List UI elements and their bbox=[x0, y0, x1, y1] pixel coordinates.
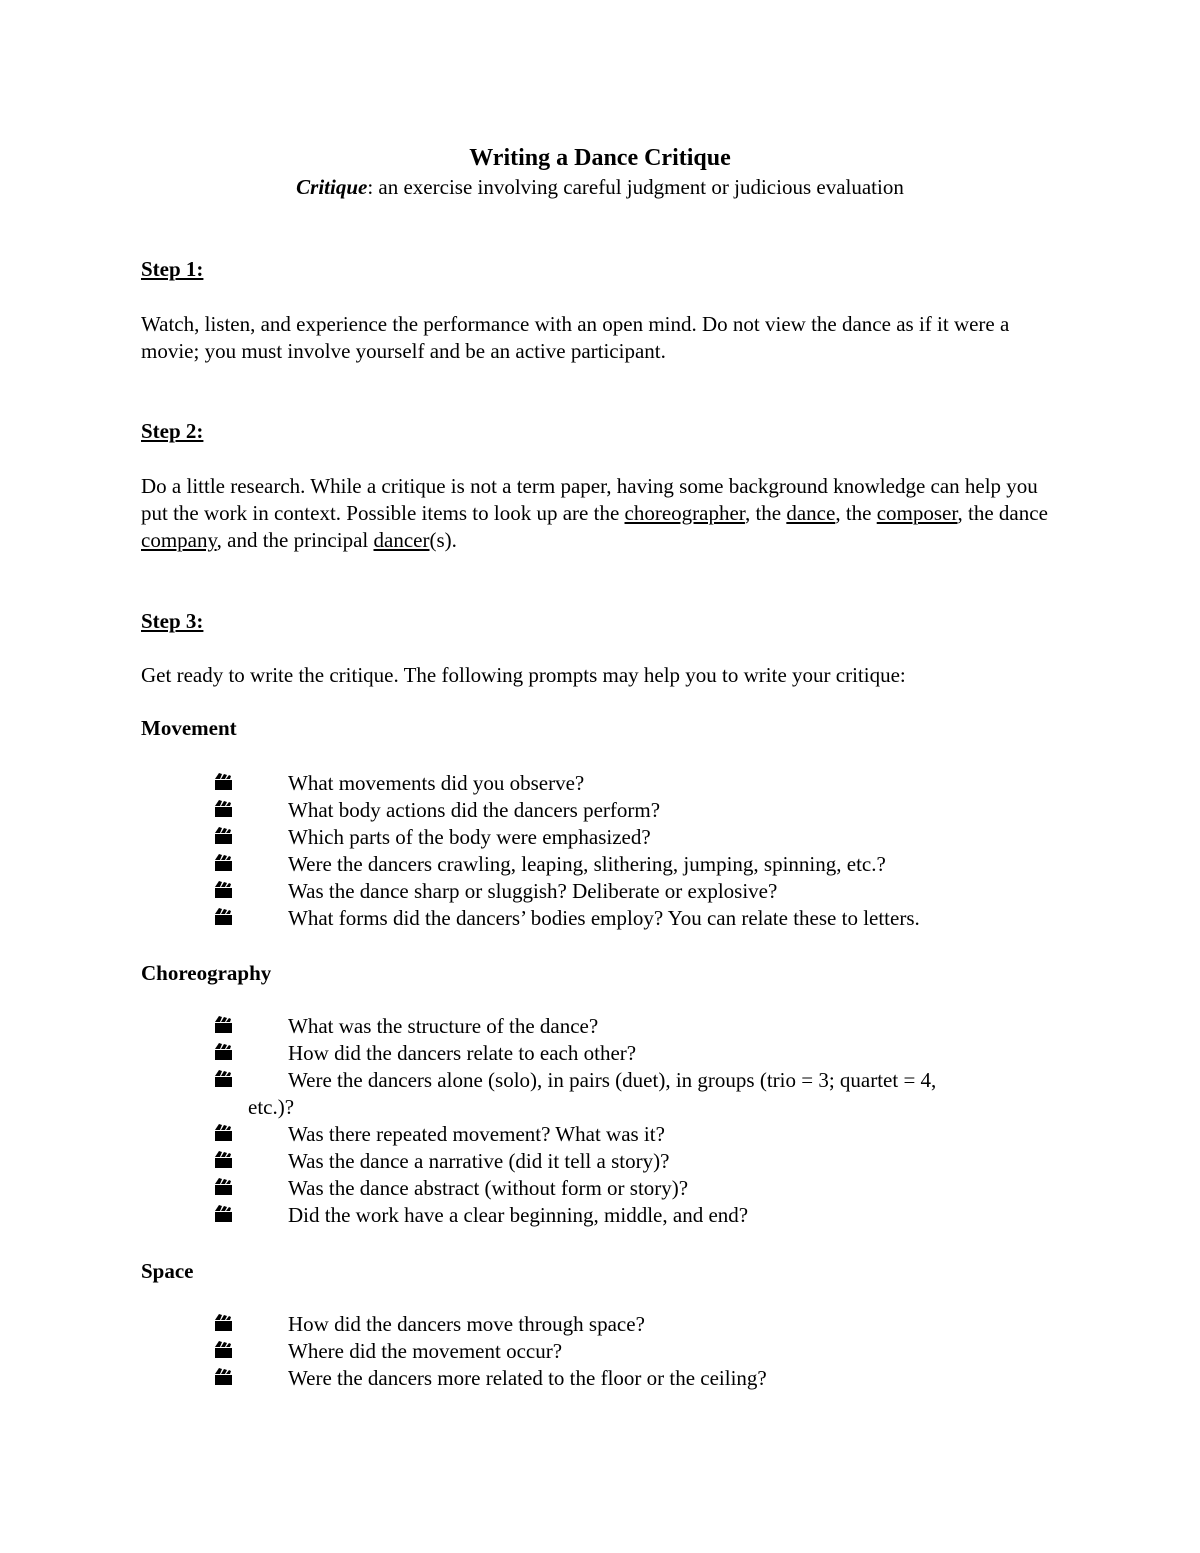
clapperboard-icon bbox=[213, 905, 235, 932]
list-item bbox=[213, 1067, 1063, 1094]
list-item-text: Where did the movement occur? bbox=[288, 1339, 563, 1363]
clapperboard-icon bbox=[213, 1121, 235, 1148]
clapperboard-icon bbox=[213, 1202, 235, 1229]
step-2-text-b: , the bbox=[744, 501, 787, 525]
clapperboard-icon bbox=[213, 797, 235, 824]
step-2-text-f: (s). bbox=[429, 528, 457, 552]
list-item bbox=[213, 878, 1063, 905]
step-2-text-e: , and the principal bbox=[216, 528, 374, 552]
step-3-text: Get ready to write the critique. The following prompts may help you to write your critique: bbox=[141, 663, 906, 687]
document-title: Writing a Dance Critique bbox=[469, 145, 731, 171]
list-item bbox=[213, 851, 1063, 878]
list-item-text: Were the dancers more related to the floor or the ceiling? bbox=[288, 1366, 767, 1390]
list-item-text: What forms did the dancers’ bodies employ? You can relate these to letters. bbox=[288, 906, 920, 930]
term-dance: dance bbox=[786, 501, 836, 525]
definition-line bbox=[0, 174, 1200, 201]
clapperboard-icon bbox=[213, 1338, 235, 1365]
step-2-text-a: Do a little research. While a critique is not a term paper, having some background knowledge can help you put the work in context. Possible items to look up are the bbox=[141, 474, 1038, 525]
list-item bbox=[213, 1148, 1063, 1175]
step-2-text bbox=[141, 473, 1061, 554]
step-1-heading: Step 1: bbox=[141, 257, 204, 281]
term-choreographer: choreographer bbox=[624, 501, 745, 525]
clapperboard-icon bbox=[213, 1013, 235, 1040]
list-item bbox=[213, 1311, 1063, 1338]
clapperboard-icon bbox=[213, 851, 235, 878]
list-item-text: Were the dancers alone (solo), in pairs (duet), in groups (trio = 3; quartet = 4, bbox=[288, 1068, 937, 1092]
term-company: company bbox=[141, 528, 217, 552]
list-item-text: What was the structure of the dance? bbox=[288, 1014, 599, 1038]
clapperboard-icon bbox=[213, 1365, 235, 1392]
list-item bbox=[213, 770, 1063, 797]
definition-text: : an exercise involving careful judgment or judicious evaluation bbox=[367, 175, 904, 199]
list-item bbox=[213, 1175, 1063, 1202]
list-item bbox=[213, 1202, 1063, 1229]
list-item-text: Did the work have a clear beginning, middle, and end? bbox=[288, 1203, 749, 1227]
clapperboard-icon bbox=[213, 824, 235, 851]
movement-heading: Movement bbox=[141, 716, 237, 740]
list-item-text: How did the dancers relate to each other? bbox=[288, 1041, 637, 1065]
list-item bbox=[213, 1013, 1063, 1040]
list-item-text: What movements did you observe? bbox=[288, 771, 585, 795]
list-item-text: Was the dance sharp or sluggish? Deliberate or explosive? bbox=[288, 879, 778, 903]
step-3-heading: Step 3: bbox=[141, 609, 204, 633]
list-item-text: Was there repeated movement? What was it? bbox=[288, 1122, 665, 1146]
list-item-continuation: etc.)? bbox=[248, 1095, 295, 1119]
list-item bbox=[213, 1040, 1063, 1067]
list-item bbox=[213, 1338, 1063, 1365]
clapperboard-icon bbox=[213, 770, 235, 797]
list-item-text: Which parts of the body were emphasized? bbox=[288, 825, 651, 849]
space-heading: Space bbox=[141, 1259, 194, 1283]
list-item-text: Was the dance abstract (without form or story)? bbox=[288, 1176, 689, 1200]
term-dancer: dancer bbox=[373, 528, 430, 552]
clapperboard-icon bbox=[213, 878, 235, 905]
list-item-text: How did the dancers move through space? bbox=[288, 1312, 645, 1336]
clapperboard-icon bbox=[213, 1148, 235, 1175]
step-2-heading: Step 2: bbox=[141, 419, 204, 443]
list-item-text: Was the dance a narrative (did it tell a story)? bbox=[288, 1149, 670, 1173]
step-1-text: Watch, listen, and experience the performance with an open mind. Do not view the dance as if it were a movie; you must involve yourself and be an active participant. bbox=[141, 312, 1010, 363]
list-item bbox=[213, 824, 1063, 851]
list-item bbox=[213, 1121, 1063, 1148]
list-item bbox=[213, 797, 1063, 824]
clapperboard-icon bbox=[213, 1067, 235, 1094]
clapperboard-icon bbox=[213, 1175, 235, 1202]
definition-term: Critique bbox=[296, 175, 368, 199]
step-2-text-d: , the dance bbox=[957, 501, 1048, 525]
list-item bbox=[213, 1365, 1063, 1392]
choreography-heading: Choreography bbox=[141, 961, 272, 985]
list-item-text: What body actions did the dancers perform? bbox=[288, 798, 661, 822]
term-composer: composer bbox=[876, 501, 958, 525]
step-2-text-c: , the bbox=[835, 501, 877, 525]
clapperboard-icon bbox=[213, 1040, 235, 1067]
list-item bbox=[213, 905, 1063, 932]
clapperboard-icon bbox=[213, 1311, 235, 1338]
list-item-text: Were the dancers crawling, leaping, slithering, jumping, spinning, etc.? bbox=[288, 852, 886, 876]
